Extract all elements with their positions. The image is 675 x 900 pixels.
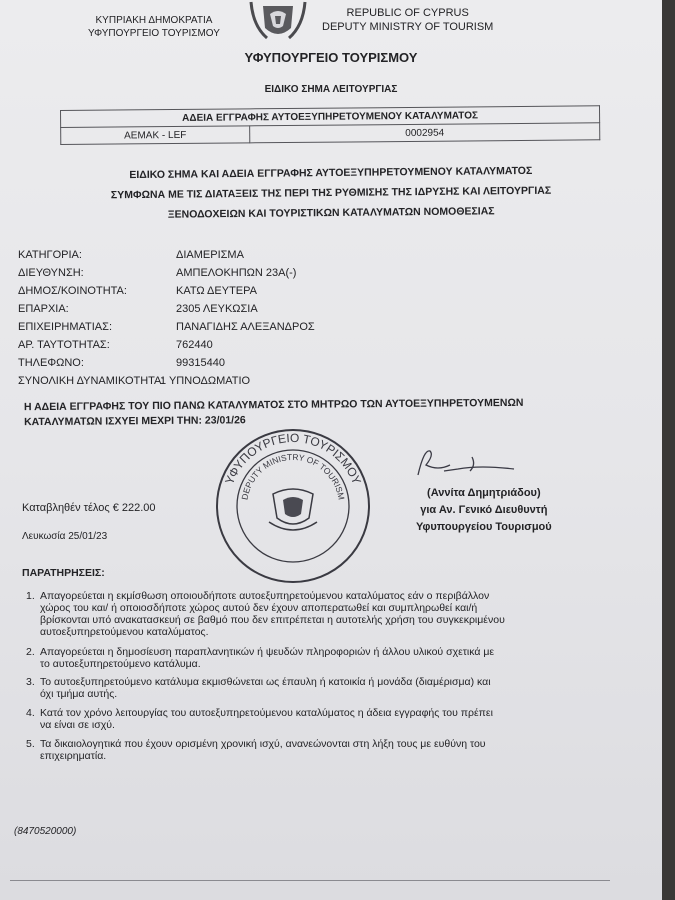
bottom-divider: [10, 880, 610, 881]
special-mark-title: ΕΙΔΙΚΟ ΣΗΜΑ ΛΕΙΤΟΥΡΓΙΑΣ: [264, 84, 398, 95]
ministry-title: ΥΦΥΠΟΥΡΓΕΙΟ ΤΟΥΡΙΣΜΟΥ: [244, 50, 418, 65]
field-label: ΔΗΜΟΣ/ΚΟΙΝΟΤΗΤΑ:: [18, 285, 127, 297]
remark-item: [26, 738, 626, 762]
ministry-en: DEPUTY MINISTRY OF TOURISM: [322, 21, 494, 33]
field-label: ΣΥΝΟΛΙΚΗ ΔΥΝΑΜΙΚΟΤΗΤΑ:: [18, 375, 165, 387]
validity-line-2: ΚΑΤΑΛΥΜΑΤΩΝ ΙΣΧΥΕΙ ΜΕΧΡΙ ΤΗΝ: 23/01/26: [24, 414, 246, 429]
document-heading: [0, 160, 662, 227]
field-label: ΔΙΕΥΘΥΝΣΗ:: [18, 267, 84, 279]
remark-item: [26, 707, 626, 731]
signatory-for: για Αν. Γενικό Διευθυντή: [420, 504, 548, 516]
field-label: ΕΠΙΧΕΙΡΗΜΑΤΙΑΣ:: [18, 321, 112, 333]
header-right: [322, 6, 493, 34]
remark-number: 2.: [26, 646, 35, 658]
remark-line: Απαγορεύεται η εκμίσθωση οποιουδήποτε αυτοεξυπηρετούμενου καταλύματος εάν ο περιβάλλον: [40, 590, 490, 602]
remark-line: το αυτοεξυπηρετούμενο κατάλυμα.: [40, 658, 201, 670]
remark-line: Απαγορεύεται η δημοσίευση παραπλανητικών ή ψευδών πληροφοριών ή άλλου υλικού σχετικά με: [40, 646, 495, 658]
signatory-name: (Αννίτα Δημητριάδου): [427, 487, 541, 499]
remark-line: Το αυτοεξυπηρετούμενο κατάλυμα εκμισθώνεται ως έπαυλη ή κατοικία ή μονάδα (διαμέρισμα) και: [40, 676, 491, 688]
field-value: ΑΜΠΕΛΟΚΗΠΩΝ 23Α(-): [176, 267, 297, 279]
remark-line: Κατά τον χρόνο λειτουργίας του αυτοεξυπηρετούμενου καταλύματος η άδεια εγγραφής του πρέπει: [40, 707, 493, 719]
field-value: ΚΑΤΩ ΔΕΥΤΕΡΑ: [176, 285, 257, 297]
remarks-title: ΠΑΡΑΤΗΡΗΣΕΙΣ:: [22, 567, 105, 579]
ministry-gr: ΥΦΥΠΟΥΡΓΕΙΟ ΤΟΥΡΙΣΜΟΥ: [88, 28, 220, 39]
remark-item: [26, 646, 626, 670]
remark-number: 5.: [26, 738, 35, 750]
heading-line-3: ΞΕΝΟΔΟΧΕΙΩΝ ΚΑΙ ΤΟΥΡΙΣΤΙΚΩΝ ΚΑΤΑΛΥΜΑΤΩΝ ΝΟΜΟΘΕΣΙΑΣ: [167, 205, 495, 221]
field-value: 99315440: [176, 357, 225, 369]
remark-number: 1.: [26, 590, 35, 602]
remark-line: χώρος του και/ ή οποιοσδήποτε χώρος αυτού δεν έχουν αποπερατωθεί και συμπληρωθεί και/ή: [40, 602, 478, 614]
remark-line: αυτοεξυπηρετούμενου καταλύματος.: [40, 626, 209, 638]
remark-line: να είναι σε ισχύ.: [40, 719, 115, 731]
field-label: ΤΗΛΕΦΩΝΟ:: [18, 357, 84, 369]
validity-line-1: Η ΑΔΕΙΑ ΕΓΓΡΑΦΗΣ ΤΟΥ ΠΙΟ ΠΑΝΩ ΚΑΤΑΛΥΜΑΤΟΣ ΣΤΟ ΜΗΤΡΩΟ ΤΩΝ ΑΥΤΟΕΞΥΠΗΡΕΤΟΥΜΕΝΩΝ: [23, 396, 524, 414]
signatory-block: [416, 485, 552, 536]
field-label: ΚΑΤΗΓΟΡΙΑ:: [18, 249, 82, 261]
republic-en: REPUBLIC OF CYPRUS: [346, 7, 469, 19]
field-value: ΔΙΑΜΕΡΙΣΜΑ: [176, 249, 244, 261]
remark-line: όχι τμήμα αυτής.: [40, 688, 118, 700]
header-left: [88, 14, 220, 40]
remark-line: επιχειρηματία.: [40, 750, 107, 762]
remark-number: 4.: [26, 707, 35, 719]
stamp-outer-text: ΥΦΥΠΟΥΡΓΕΙΟ ΤΟΥΡΙΣΜΟΥ: [222, 430, 364, 487]
remark-line: Τα δικαιολογητικά που έχουν ορισμένη χρονική ισχύ, ανανεώνονται στη λήξη τους με ευθύνη του: [40, 738, 486, 750]
registration-title: ΑΔΕΙΑ ΕΓΓΡΑΦΗΣ ΑΥΤΟΕΞΥΠΗΡΕΤΟΥΜΕΝΟΥ ΚΑΤΑΛΥΜΑΤΟΣ: [61, 106, 600, 128]
field-value: 2305 ΛΕΥΚΩΣΙΑ: [176, 303, 258, 315]
stamp-inner-text: DEPUTY MINISTRY OF TOURISM: [239, 451, 347, 501]
remark-line: βρίσκονται υπό ανακατασκευή σε βαθμό που δεν επιτρέπεται η αυτοτελής χρήση του συγκεκριμένου: [40, 614, 505, 626]
remark-item: [26, 590, 626, 638]
official-stamp: [213, 426, 373, 586]
remark-item: [26, 676, 626, 700]
registration-code: ΑΕΜΑΚ - LEF: [61, 126, 250, 145]
cyprus-emblem-icon: [245, 0, 311, 44]
republic-gr: ΚΥΠΡΙΑΚΗ ΔΗΜΟΚΡΑΤΙΑ: [95, 15, 213, 26]
remark-number: 3.: [26, 676, 35, 688]
document-reference: (8470520000): [14, 826, 77, 837]
heading-line-1: ΕΙΔΙΚΟ ΣΗΜΑ ΚΑΙ ΑΔΕΙΑ ΕΓΓΡΑΦΗΣ ΑΥΤΟΕΞΥΠΗΡΕΤΟΥΜΕΝΟΥ ΚΑΤΑΛΥΜΑΤΟΣ: [129, 164, 533, 182]
fee-paid: Καταβληθέν τέλος € 222.00: [22, 502, 156, 514]
registration-number: 0002954: [250, 123, 600, 143]
registration-table: [60, 105, 600, 145]
field-value: 762440: [176, 339, 213, 351]
field-label: ΕΠΑΡΧΙΑ:: [18, 303, 69, 315]
remarks-list: [26, 590, 626, 762]
issue-date: Λευκωσία 25/01/23: [22, 531, 108, 542]
signatory-ministry: Υφυπουργείου Τουρισμού: [416, 521, 552, 533]
heading-line-2: ΣΥΜΦΩΝΑ ΜΕ ΤΙΣ ΔΙΑΤΑΞΕΙΣ ΤΗΣ ΠΕΡΙ ΤΗΣ ΡΥΘΜΙΣΗΣ ΤΗΣ ΙΔΡΥΣΗΣ ΚΑΙ ΛΕΙΤΟΥΡΓΙΑΣ: [110, 184, 552, 202]
field-label: ΑΡ. ΤΑΥΤΟΤΗΤΑΣ:: [18, 339, 110, 351]
signature: [410, 445, 520, 481]
field-value: 1 ΥΠΝΟΔΩΜΑΤΙΟ: [160, 375, 251, 387]
stamp-emblem-icon: [269, 489, 317, 530]
field-value: ΠΑΝΑΓΙΔΗΣ ΑΛΕΞΑΝΔΡΟΣ: [176, 321, 315, 333]
